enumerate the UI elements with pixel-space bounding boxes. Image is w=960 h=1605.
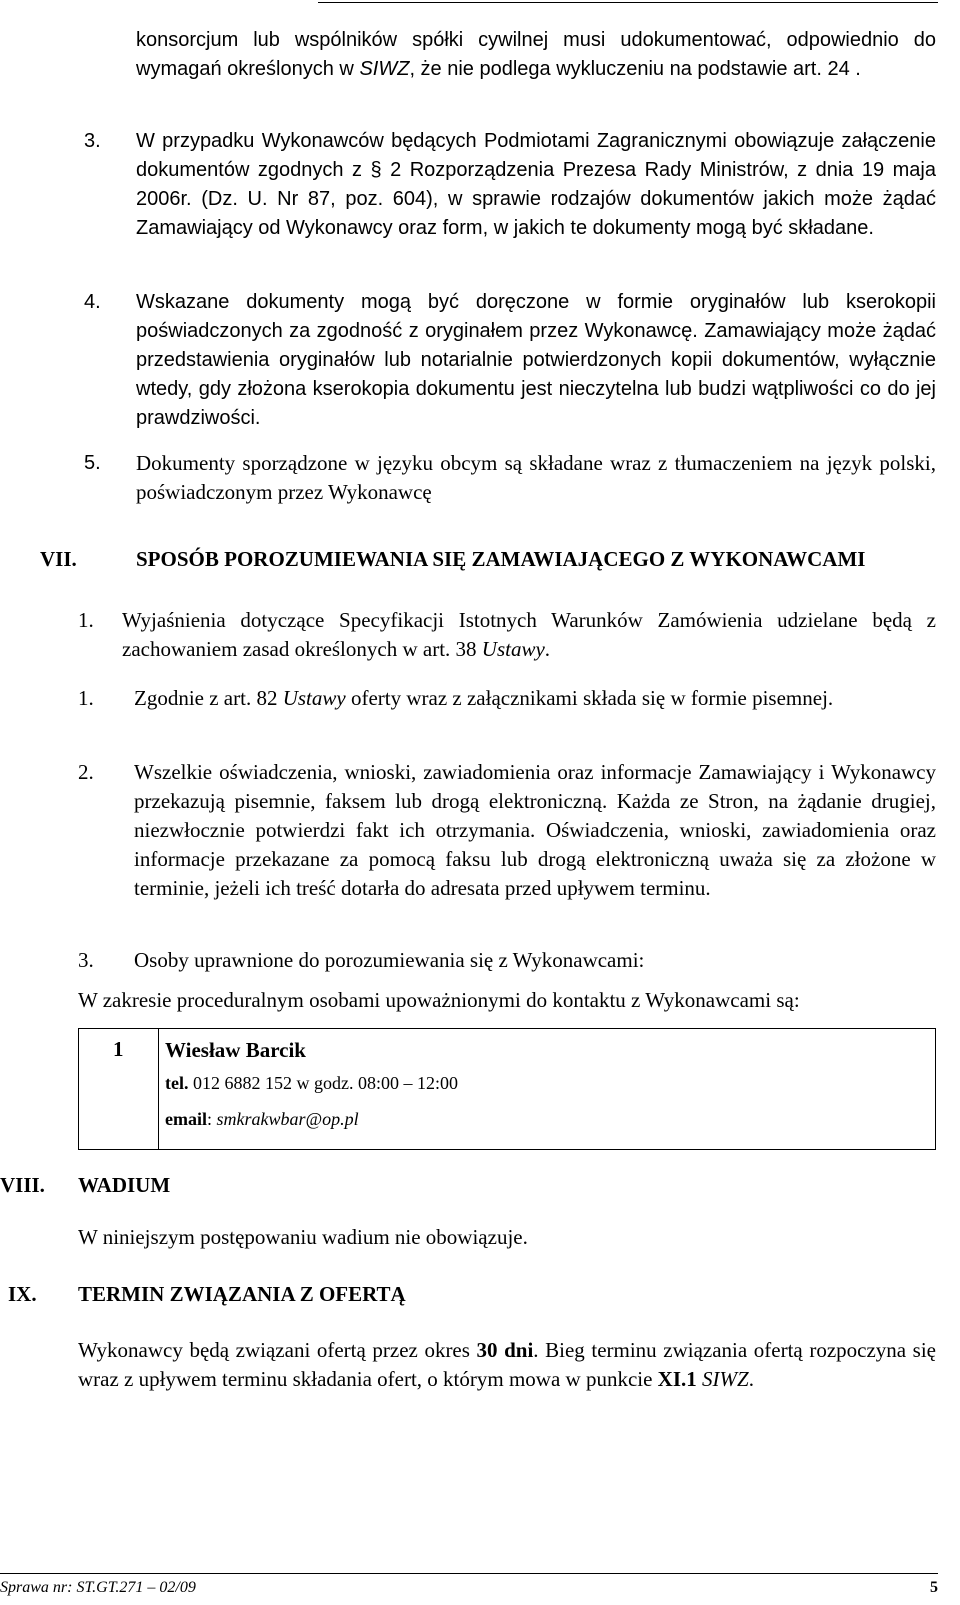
siwz-italic: SIWZ xyxy=(359,58,410,80)
binding-text-a: Wykonawcy będą związani ofertą przez okres xyxy=(78,1338,477,1362)
item-clarifications xyxy=(122,606,936,664)
continuation-text-end: , że nie podlega wykluczeniu na podstawie art. 24 . xyxy=(409,58,861,80)
offer-binding-text xyxy=(78,1336,936,1394)
written-form-rest: oferty wraz z załącznikami składa się w formie pisemnej. xyxy=(345,686,834,710)
ustawy-italic: Ustawy xyxy=(481,637,545,661)
top-rule xyxy=(318,2,938,3)
item-number: 3. xyxy=(78,948,94,972)
section-number: VII. xyxy=(40,547,77,571)
item-4-documents-form: Wskazane dokumenty mogą być doręczone w formie oryginałów lub kserokopii poświadczonych za zgodność z oryginałem przez Wykonawcę. Zamawiający może żądać przedstawienia oryginałów lub notarialnie potwierdzonych kopii dokumentów, wyłącznie wtedy, gdy złożona kserokopia dokumentu jest nieczytelna lub budzi wątpliwości co do jej prawdziwości. xyxy=(136,291,936,429)
item-number: 2. xyxy=(78,760,94,784)
written-form-text: Zgodnie z art. 82 xyxy=(134,686,283,710)
item-number: 4. xyxy=(84,291,101,313)
section-number: VIII. xyxy=(0,1173,45,1197)
section-7-title: SPOSÓB POROZUMIEWANIA SIĘ ZAMAWIAJĄCEGO Z WYKONAWCAMI xyxy=(136,547,866,571)
section-9-title: TERMIN ZWIĄZANIA Z OFERTĄ xyxy=(78,1282,406,1306)
footer-rule xyxy=(0,1573,938,1574)
siwz-italic: SIWZ xyxy=(702,1367,749,1391)
email-label: email xyxy=(165,1109,207,1129)
continuation-text: konsorcjum lub wspólników spółki cywilnej musi udokumentować, odpowiednio do wymagań określonych w xyxy=(136,29,936,80)
item-5-translation: Dokumenty sporządzone w języku obcym są składane wraz z tłumaczeniem na język polski, poświadczonym przez Wykonawcę xyxy=(136,451,936,504)
item-number: 3. xyxy=(84,130,101,152)
contact-email-line xyxy=(165,1101,935,1137)
item-number: 1. xyxy=(78,608,94,632)
item-communication: Wszelkie oświadczenia, wnioski, zawiadomienia oraz informacje Zamawiający i Wykonawcy przekazują pisemnie, faksem lub drogą elektroniczną. Każda ze Stron, na żądanie drugiej, niezwłocznie potwierdzi fakt ich otrzymania. Oświadczenia, wnioski, zawiadomienia oraz informacje przekazane za pomocą faksu lub drogą elektroniczną uważa się za złożone w terminie, jeżeli ich treść dotarła do adresata przed upływem terminu. xyxy=(134,760,936,900)
section-number: IX. xyxy=(8,1282,37,1306)
email-separator: : xyxy=(207,1109,217,1129)
tel-value: 012 6882 152 w godz. 08:00 – 12:00 xyxy=(188,1073,458,1093)
item-number: 1. xyxy=(78,686,94,710)
point-bold: XI.1 xyxy=(657,1367,697,1391)
item-number: 5. xyxy=(84,452,101,474)
tel-label: tel. xyxy=(165,1073,189,1093)
continuation-paragraph xyxy=(136,26,936,84)
page-number: 5 xyxy=(930,1579,938,1596)
email-link[interactable]: smkrakwbar@op.pl xyxy=(216,1109,359,1129)
section-8-title: WADIUM xyxy=(78,1173,171,1197)
item-3-foreign-entities: W przypadku Wykonawców będących Podmiotami Zagranicznymi obowiązuje załączenie dokumentów zgodnych z § 2 Rozporządzenia Prezesa Rady Ministrów, z dnia 19 maja 2006r. (Dz. U. Nr 87, poz. 604), w sprawie rodzajów dokumentów jakich może żądać Zamawiający od Wykonawcy oraz form, w jakich te dokumenty mogą być składane. xyxy=(136,130,936,239)
item-authorized-persons: Osoby uprawnione do porozumiewania się z Wykonawcami: xyxy=(134,948,645,972)
contact-phone-line xyxy=(165,1065,935,1101)
contact-details xyxy=(159,1029,936,1150)
contact-name: Wiesław Barcik xyxy=(165,1038,306,1062)
table-row xyxy=(79,1029,936,1150)
contacts-intro: W zakresie proceduralnym osobami upoważnionymi do kontaktu z Wykonawcami są: xyxy=(78,988,800,1012)
contact-table xyxy=(78,1028,936,1150)
item-written-form xyxy=(134,684,936,713)
period: . xyxy=(748,1367,754,1391)
binding-text-b: . Bieg terminu związania ofertą rozpoczyna się wraz z upływem terminu składania ofert, o którym mowa w punkcie xyxy=(78,1338,937,1391)
ustawy-italic: Ustawy xyxy=(282,686,346,710)
contact-number: 1 xyxy=(79,1029,159,1150)
period: . xyxy=(544,637,551,661)
days-bold: 30 dni xyxy=(476,1338,534,1362)
case-reference: Sprawa nr: ST.GT.271 – 02/09 xyxy=(0,1579,196,1596)
clarifications-text: Wyjaśnienia dotyczące Specyfikacji Istotnych Warunków Zamówienia udzielane będą z zachowaniem zasad określonych w art. 38 xyxy=(122,608,936,661)
wadium-text: W niniejszym postępowaniu wadium nie obowiązuje. xyxy=(78,1225,528,1249)
